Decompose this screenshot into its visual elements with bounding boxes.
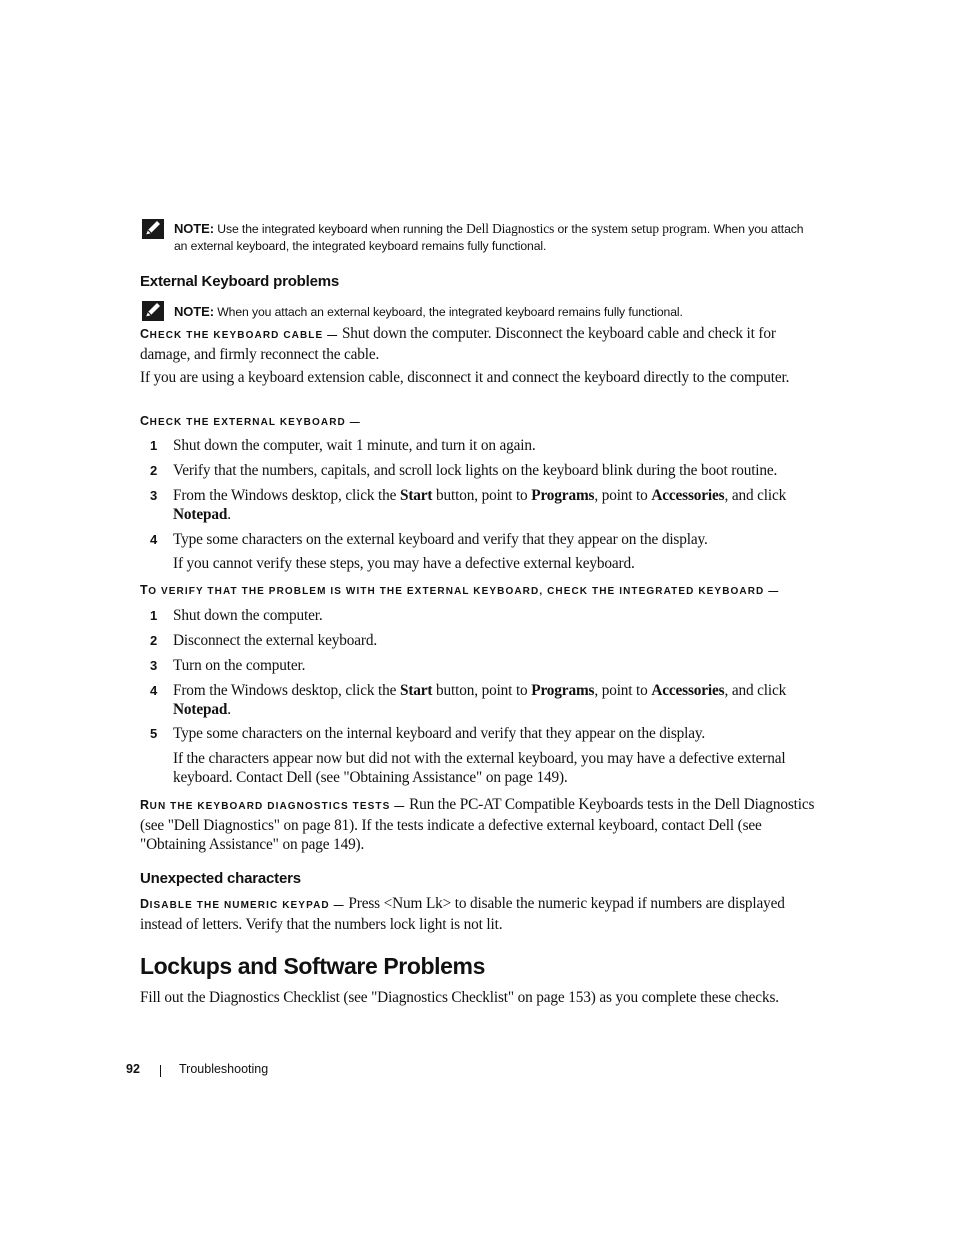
lead-check-external: CHECK THE EXTERNAL KEYBOARD — — [140, 414, 361, 428]
lockups-paragraph: Fill out the Diagnostics Checklist (see "Diagnostics Checklist" on page 153) as you complete these checks. — [140, 989, 779, 1006]
steps2-note: If the characters appear now but did not with the external keyboard, you may have a defective external keyboard. Contact Dell (see "Obtaining Assistance" on page 149). — [173, 750, 786, 786]
note-text-b: or the — [557, 222, 589, 236]
heading-unexpected-characters: Unexpected characters — [140, 870, 301, 887]
step-number: 4 — [150, 532, 158, 547]
footer-section-title: Troubleshooting — [179, 1062, 269, 1076]
run-diagnostics-text: Run the PC-AT Compatible Keyboards tests in the Dell Diagnostics (see "Dell Diagnostics" on page 81). If the tests indicate a defective external keyboard, contact Dell (see "Obtaining Assistance" on page 149). — [140, 796, 815, 853]
step-text: From the Windows desktop, click the Start button, point to Programs, point to Accessories, and click Notepad. — [173, 682, 787, 718]
step-number: 1 — [150, 608, 158, 623]
lead-check-cable: CHECK THE KEYBOARD CABLE — — [140, 327, 339, 341]
lead-run-diagnostics: RUN THE KEYBOARD DIAGNOSTICS TESTS — — [140, 798, 406, 812]
programs-menu-label: Programs — [531, 487, 595, 504]
step-number: 2 — [150, 463, 158, 478]
step-text: Shut down the computer. — [173, 607, 323, 624]
step-number: 1 — [150, 438, 158, 453]
start-menu-label: Start — [399, 682, 433, 699]
step-number: 2 — [150, 633, 158, 648]
heading-lockups-software: Lockups and Software Problems — [140, 953, 485, 979]
note-text-a: Use the integrated keyboard when running the — [217, 222, 463, 236]
step-number: 4 — [150, 683, 158, 698]
step-text: Verify that the numbers, capitals, and scroll lock lights on the keyboard blink during the boot routine. — [173, 462, 778, 479]
disable-numeric-keypad — [140, 894, 816, 934]
note-pencil-icon — [142, 219, 164, 239]
step-number: 3 — [150, 488, 158, 503]
start-menu-label: Start — [399, 487, 433, 504]
disable-keypad-text: Press <Num Lk> to disable the numeric keypad if numbers are displayed instead of letters. Verify that the numbers lock light is not lit. — [140, 895, 785, 933]
note-label: NOTE: — [174, 221, 214, 236]
step-text: Disconnect the external keyboard. — [173, 632, 378, 649]
page-footer — [126, 1062, 269, 1076]
lead-verify-problem: TO VERIFY THAT THE PROBLEM IS WITH THE EXTERNAL KEYBOARD, CHECK THE INTEGRATED KEYBOARD — — [140, 583, 780, 597]
note-pencil-icon — [142, 301, 164, 321]
accessories-menu-label: Accessories — [651, 487, 725, 504]
note-label: NOTE: — [174, 304, 214, 319]
note-external-keyboard — [174, 303, 814, 321]
notepad-menu-label: Notepad — [173, 506, 228, 523]
notepad-menu-label: Notepad — [173, 701, 228, 718]
page-number: 92 — [126, 1062, 140, 1076]
steps-note: If you cannot verify these steps, you may have a defective external keyboard. — [173, 555, 635, 572]
heading-external-keyboard: External Keyboard problems — [140, 273, 340, 290]
step-text: Type some characters on the external keyboard and verify that they appear on the display. — [173, 531, 708, 548]
dell-diagnostics-link[interactable]: Dell Diagnostics — [466, 221, 555, 236]
note-text-c: . When you attach an external keyboard, the integrated keyboard remains fully functional. — [174, 222, 804, 253]
programs-menu-label: Programs — [531, 682, 595, 699]
note-text: When you attach an external keyboard, the integrated keyboard remains fully functional. — [217, 305, 683, 319]
note-integrated-keyboard — [174, 220, 814, 255]
step-number: 5 — [150, 726, 158, 741]
run-keyboard-diagnostics — [140, 795, 816, 854]
extension-cable-paragraph: If you are using a keyboard extension cable, disconnect it and connect the keyboard directly to the computer. — [140, 369, 790, 386]
accessories-menu-label: Accessories — [651, 682, 725, 699]
check-keyboard-cable — [140, 324, 816, 364]
system-setup-link[interactable]: system setup program — [591, 221, 707, 236]
step-number: 3 — [150, 658, 158, 673]
footer-divider — [160, 1065, 161, 1077]
step-text: Turn on the computer. — [173, 657, 306, 674]
step-text: Type some characters on the internal keyboard and verify that they appear on the display. — [173, 725, 706, 742]
step-text: Shut down the computer, wait 1 minute, and turn it on again. — [173, 437, 536, 454]
lead-disable-keypad: DISABLE THE NUMERIC KEYPAD — — [140, 897, 345, 911]
step-text: From the Windows desktop, click the Start button, point to Programs, point to Accessories, and click Notepad. — [173, 487, 787, 523]
check-cable-text: Shut down the computer. Disconnect the keyboard cable and check it for damage, and firmly reconnect the cable. — [140, 325, 776, 363]
